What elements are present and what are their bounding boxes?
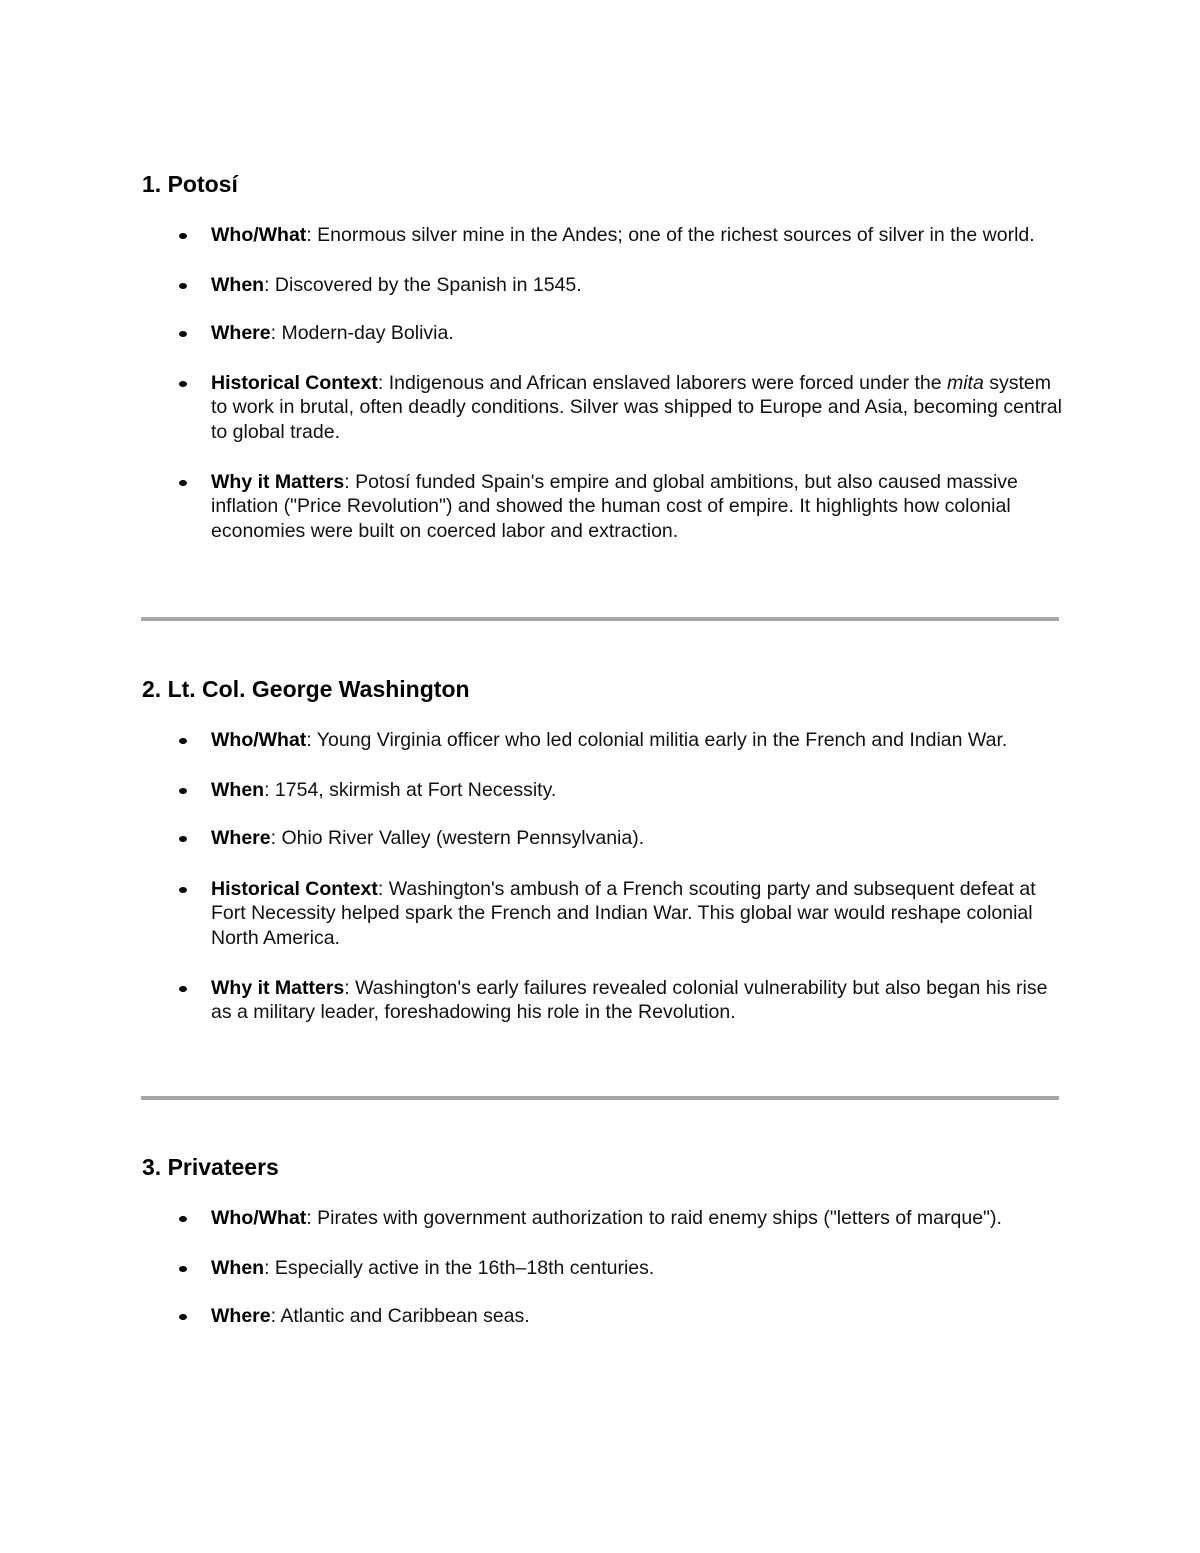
list-item [142, 976, 1072, 1025]
item-label: When [211, 273, 265, 296]
list-item [142, 223, 1072, 248]
bullet-icon [179, 836, 187, 842]
item-text: : Especially active in the 16th–18th centuries. [264, 1256, 655, 1279]
item-label: Where [211, 322, 271, 345]
item-text: system to work in brutal, often deadly conditions. Silver was shipped to Europe and Asia, becoming central to global trade. [211, 371, 1062, 443]
section-potosi [142, 170, 1072, 543]
bullet-icon [179, 381, 187, 387]
bullet-icon [179, 788, 187, 794]
item-text: : Washington's ambush of a French scouting party and subsequent defeat at Fort Necessity helped spark the French and Indian War. This global war would reshape colonial North America. [211, 877, 1036, 949]
item-italic-term: mita [946, 371, 984, 394]
item-text: : Washington's early failures revealed colonial vulnerability but also began his rise as a military leader, foreshadowing his role in the Revolution. [211, 976, 1048, 1024]
item-text: : Young Virginia officer who led colonial militia early in the French and Indian War. [306, 729, 1008, 751]
horizontal-divider [141, 1096, 1059, 1100]
item-list [142, 223, 1072, 543]
bullet-icon [179, 986, 187, 992]
item-list [142, 728, 1072, 1025]
bullet-icon [179, 233, 187, 239]
bullet-icon [179, 331, 187, 337]
section-title: 2. Lt. Col. George Washington [142, 676, 470, 702]
item-text: : Atlantic and Caribbean seas. [270, 1305, 530, 1328]
list-item [142, 371, 1072, 445]
bullet-icon [179, 1216, 187, 1222]
list-item [142, 826, 1072, 851]
item-text: : 1754, skirmish at Fort Necessity. [264, 778, 557, 801]
bullet-icon [179, 1266, 187, 1272]
bullet-icon [179, 887, 187, 893]
item-label: Where [211, 827, 271, 850]
item-label: Why it Matters [211, 470, 345, 493]
section-title: 3. Privateers [142, 1154, 279, 1180]
item-label: Who/What [211, 224, 307, 246]
horizontal-divider [141, 617, 1059, 621]
list-item [142, 1206, 1072, 1231]
item-label: Why it Matters [211, 976, 345, 999]
item-text: : Potosí funded Spain's empire and global ambitions, but also caused massive inflation ("Price Revolution") and showed the human cost of empire. It highlights how colonial economies were built on coerced labor and extraction. [211, 470, 1018, 542]
list-item [142, 877, 1072, 951]
list-item [142, 273, 1072, 298]
section-washington [142, 675, 1072, 1025]
item-label: When [211, 1256, 265, 1279]
item-label: Who/What [211, 1207, 307, 1229]
item-text: : Discovered by the Spanish in 1545. [264, 273, 582, 296]
item-text: : Enormous silver mine in the Andes; one of the richest sources of silver in the world. [306, 224, 1035, 246]
item-label: Who/What [211, 729, 307, 751]
bullet-icon [179, 480, 187, 486]
section-privateers [142, 1153, 1072, 1329]
list-item [142, 778, 1072, 803]
bullet-icon [179, 738, 187, 744]
item-text: : Indigenous and African enslaved laborers were forced under the [377, 371, 947, 394]
bullet-icon [179, 1314, 187, 1320]
item-text: : Modern-day Bolivia. [270, 322, 454, 345]
list-item [142, 1256, 1072, 1281]
item-label: Historical Context [211, 371, 378, 394]
item-text: : Ohio River Valley (western Pennsylvania). [270, 827, 645, 850]
item-text: : Pirates with government authorization to raid enemy ships ("letters of marque"). [306, 1207, 1002, 1229]
list-item [142, 470, 1072, 544]
list-item [142, 321, 1072, 346]
item-label: When [211, 778, 265, 801]
list-item [142, 728, 1072, 753]
section-title: 1. Potosí [142, 171, 238, 197]
bullet-icon [179, 283, 187, 289]
item-label: Historical Context [211, 877, 378, 900]
item-label: Where [211, 1305, 271, 1328]
list-item [142, 1304, 1072, 1329]
item-list [142, 1206, 1072, 1329]
